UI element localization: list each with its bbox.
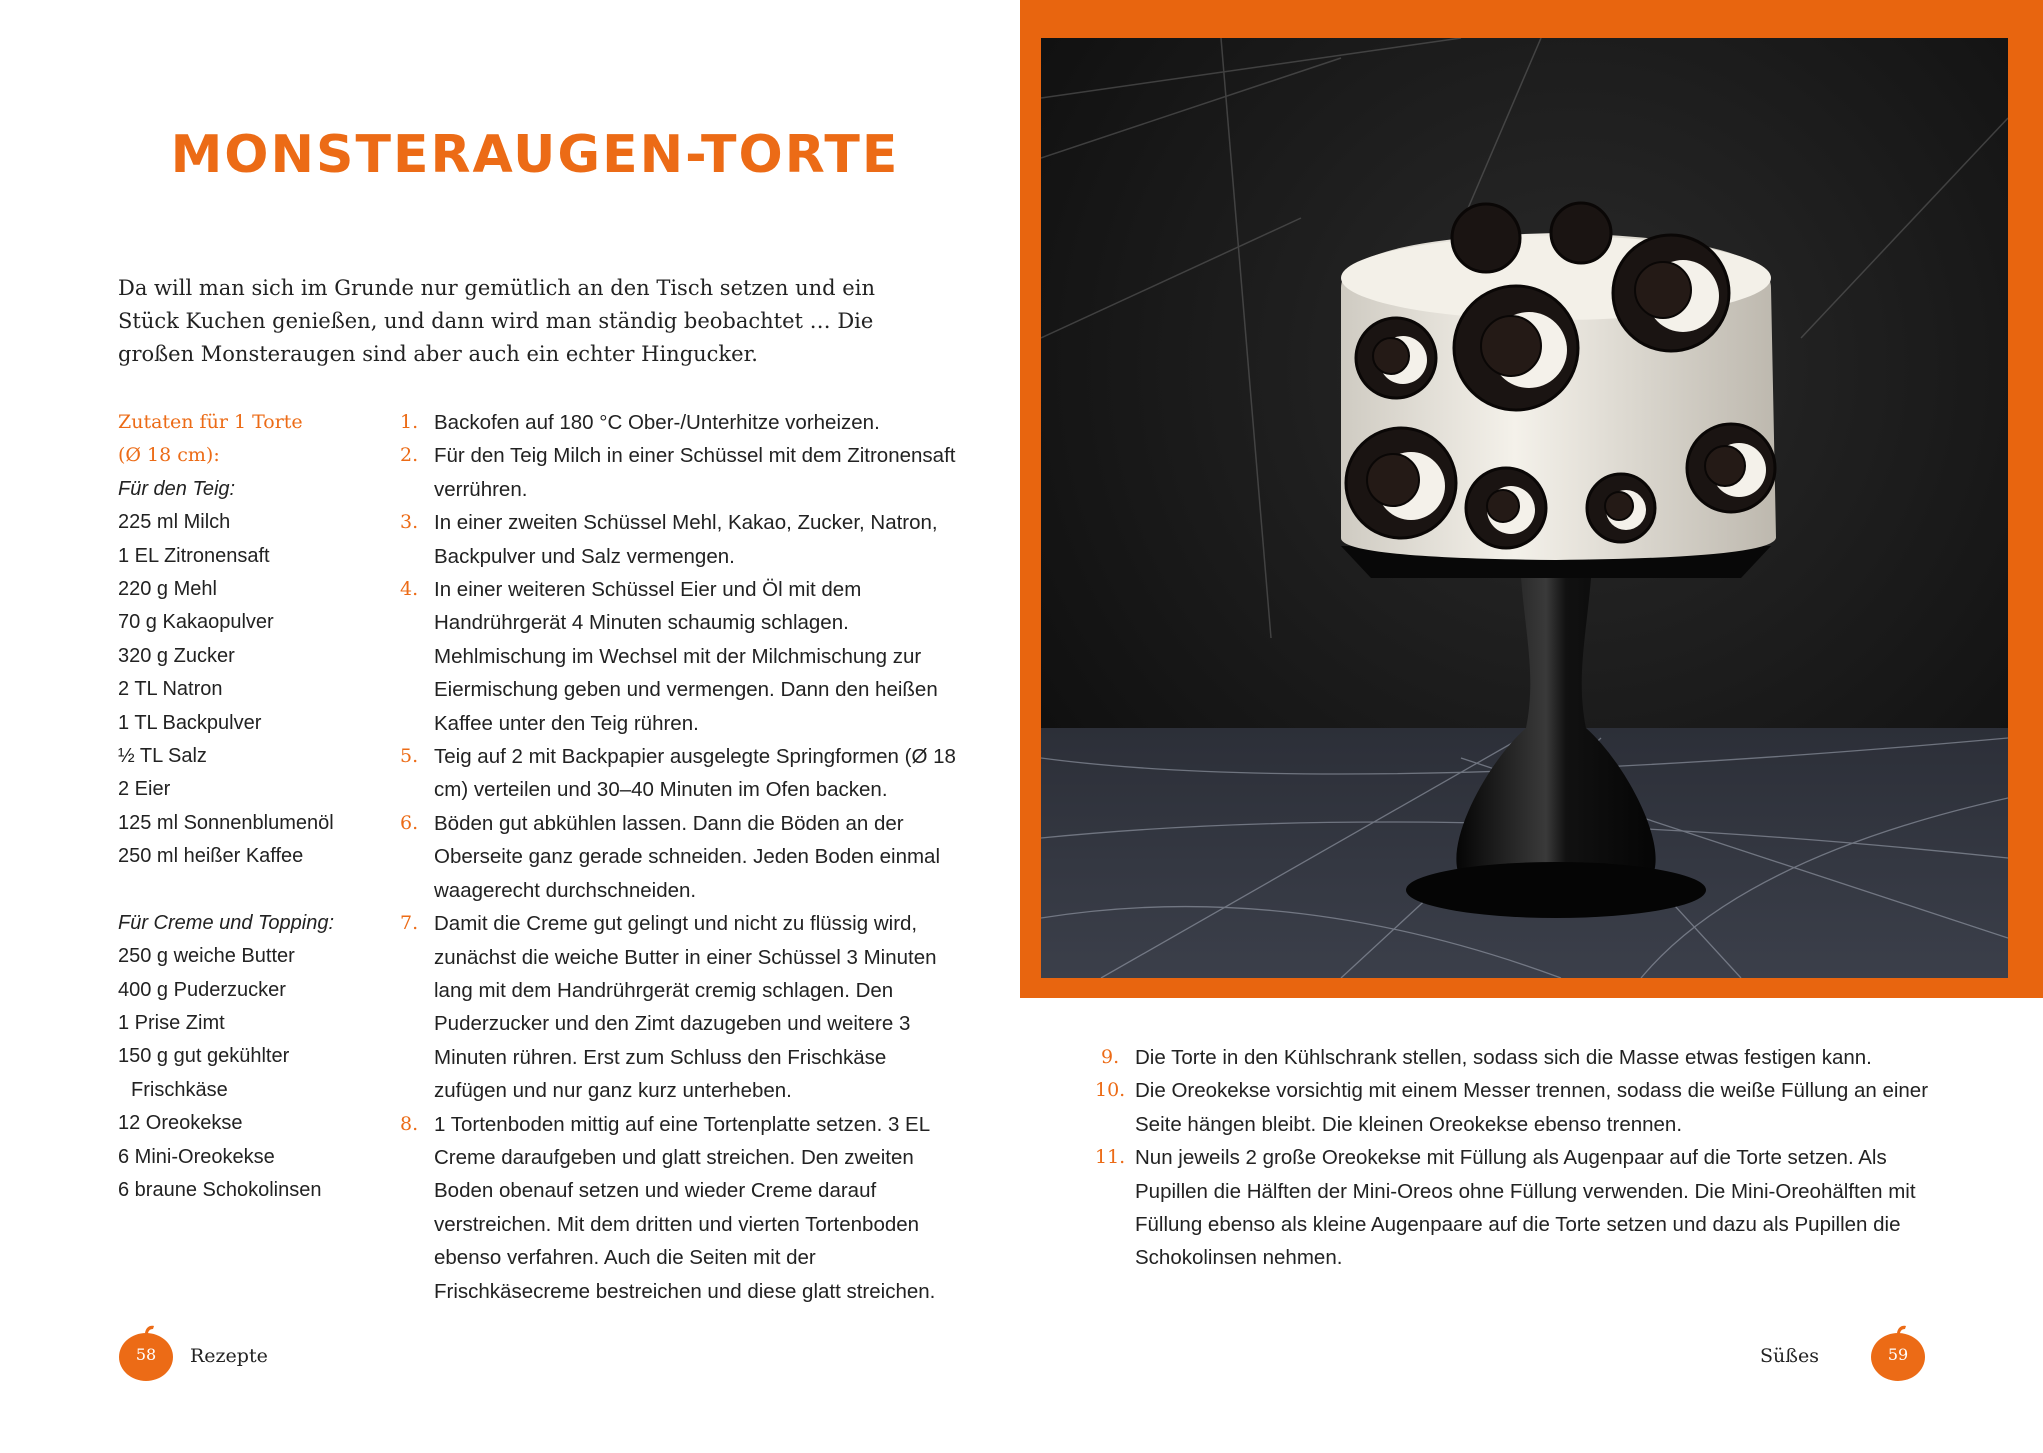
- ingredient-item: 150 g gut gekühlter: [118, 1045, 290, 1068]
- ingredient-item: 2 Eier: [118, 778, 171, 801]
- page-number: 59: [1887, 1345, 1909, 1364]
- ingredient-item: 125 ml Sonnenblumenöl: [118, 811, 334, 834]
- step-text: Die Torte in den Kühlschrank stellen, sodass sich die Masse etwas festigen kann.: [1135, 1046, 1872, 1069]
- ingredients-list: [118, 406, 378, 1207]
- step-number: 11.: [1095, 1146, 1126, 1169]
- step-number: 5.: [400, 745, 419, 768]
- dough-heading: Für den Teig:: [118, 477, 236, 500]
- step-text: Backofen auf 180 °C Ober-/Unterhitze vorheizen.: [434, 411, 880, 434]
- ingredient-item: 6 Mini-Oreokekse: [118, 1145, 275, 1168]
- cake-photo: [1041, 38, 2008, 978]
- step-text: Für den Teig Milch in einer Schüssel mit dem Zitronensaft verrühren.: [434, 444, 956, 501]
- ingredient-item: 70 g Kakaopulver: [118, 611, 274, 634]
- page-number: 58: [135, 1345, 157, 1364]
- instruction-steps: [400, 406, 960, 1308]
- ingredient-item: 250 ml heißer Kaffee: [118, 845, 304, 868]
- step-item: [1095, 1141, 1951, 1275]
- step-number: 9.: [1101, 1046, 1120, 1068]
- step-number: 10.: [1095, 1079, 1126, 1102]
- ingredients-heading: Zutaten für 1 Torte: [118, 411, 303, 433]
- step-item: [1095, 1074, 1951, 1141]
- ingredient-item: 2 TL Natron: [118, 678, 223, 701]
- ingredient-item: Frischkäse: [131, 1078, 228, 1101]
- step-item: [400, 807, 960, 907]
- step-number: 3.: [400, 511, 419, 534]
- cream-heading: Für Creme und Topping:: [118, 911, 335, 934]
- ingredient-item: 320 g Zucker: [118, 644, 235, 667]
- ingredient-item: 225 ml Milch: [118, 511, 231, 534]
- ingredients-heading-size: (Ø 18 cm):: [118, 444, 220, 467]
- step-number: 8.: [400, 1112, 419, 1135]
- step-item: [400, 1108, 960, 1308]
- section-label: Süßes: [1760, 1345, 1819, 1367]
- step-item: [400, 907, 960, 1107]
- ingredient-item: 6 braune Schokolinsen: [118, 1178, 322, 1201]
- left-page: [0, 0, 1021, 1453]
- step-text: Damit die Creme gut gelingt und nicht zu flüssig wird, zunächst die weiche Butter in einer Schüssel 3 Minuten lang mit dem Handrührgerät cremig schlagen. Den Puderzucker und den Zimt dazugeben und weitere 3 Minuten rühren. Erst zum Schluss den Frischkäse zufügen und nur ganz kurz unterheben.: [434, 912, 937, 1103]
- recipe-title: MONSTERAUGEN-TORTE: [170, 125, 900, 185]
- ingredient-item: 220 g Mehl: [118, 578, 217, 601]
- step-text: In einer zweiten Schüssel Mehl, Kakao, Zucker, Natron, Backpulver und Salz vermengen.: [434, 511, 938, 568]
- ingredient-item: 1 EL Zitronensaft: [118, 544, 270, 567]
- step-item: [400, 406, 960, 439]
- intro-text: Da will man sich im Grunde nur gemütlich an den Tisch setzen und ein Stück Kuchen genießen, und dann wird man ständig beobachtet … Die großen Monsteraugen sind aber auch ein echter Hingucker.: [118, 276, 875, 366]
- step-item: [400, 740, 960, 807]
- step-item: [400, 506, 960, 573]
- step-number: 6.: [400, 811, 419, 834]
- ingredient-item: 12 Oreokekse: [118, 1112, 243, 1135]
- ingredient-item: 400 g Puderzucker: [118, 978, 286, 1001]
- step-item: [400, 573, 960, 740]
- section-label: Rezepte: [190, 1345, 268, 1367]
- step-text: Nun jeweils 2 große Oreokekse mit Füllung als Augenpaar auf die Torte setzen. Als Pupillen die Hälften der Mini-Oreos ohne Füllung verwenden. Die Mini-Oreohälften mit Füllung ebenso als kleine Augenpaare auf die Torte setzen und dazu als Pupillen die Schokolinsen nehmen.: [1135, 1146, 1916, 1270]
- ingredient-item: 250 g weiche Butter: [118, 945, 295, 968]
- ingredient-item: ½ TL Salz: [118, 745, 207, 768]
- instruction-steps-continued: [1095, 1041, 1951, 1275]
- ingredient-item: 1 Prise Zimt: [118, 1011, 225, 1034]
- spacer: [118, 874, 378, 907]
- step-number: 2.: [400, 444, 419, 467]
- step-text: In einer weiteren Schüssel Eier und Öl mit dem Handrührgerät 4 Minuten schaumig schlagen. Mehlmischung im Wechsel mit der Milchmischung zur Eiermischung geben und vermengen. Dann den heißen Kaffee unter den Teig rühren.: [434, 578, 938, 735]
- ingredient-item: 1 TL Backpulver: [118, 711, 262, 734]
- step-item: [1101, 1041, 1951, 1074]
- step-text: Die Oreokekse vorsichtig mit einem Messer trennen, sodass die weiße Füllung an einer Seite hängen bleibt. Die kleinen Oreokekse ebenso trennen.: [1135, 1079, 1929, 1136]
- step-text: 1 Tortenboden mittig auf eine Tortenplatte setzen. 3 EL Creme daraufgeben und glatt streichen. Den zweiten Boden obenauf setzen und wieder Creme darauf verstreichen. Mit dem dritten und vierten Tortenboden ebenso verfahren. Auch die Seiten mit der Frischkäsecreme bestreichen und diese glatt streichen.: [434, 1112, 936, 1303]
- step-text: Böden gut abkühlen lassen. Dann die Böden an der Oberseite ganz gerade schneiden. Jeden Boden einmal waagerecht durchschneiden.: [434, 811, 941, 902]
- step-text: Teig auf 2 mit Backpapier ausgelegte Springformen (Ø 18 cm) verteilen und 30–40 Minuten im Ofen backen.: [434, 745, 956, 802]
- step-number: 7.: [400, 912, 419, 935]
- step-number: 4.: [400, 578, 419, 601]
- step-number: 1.: [400, 411, 419, 433]
- step-item: [400, 439, 960, 506]
